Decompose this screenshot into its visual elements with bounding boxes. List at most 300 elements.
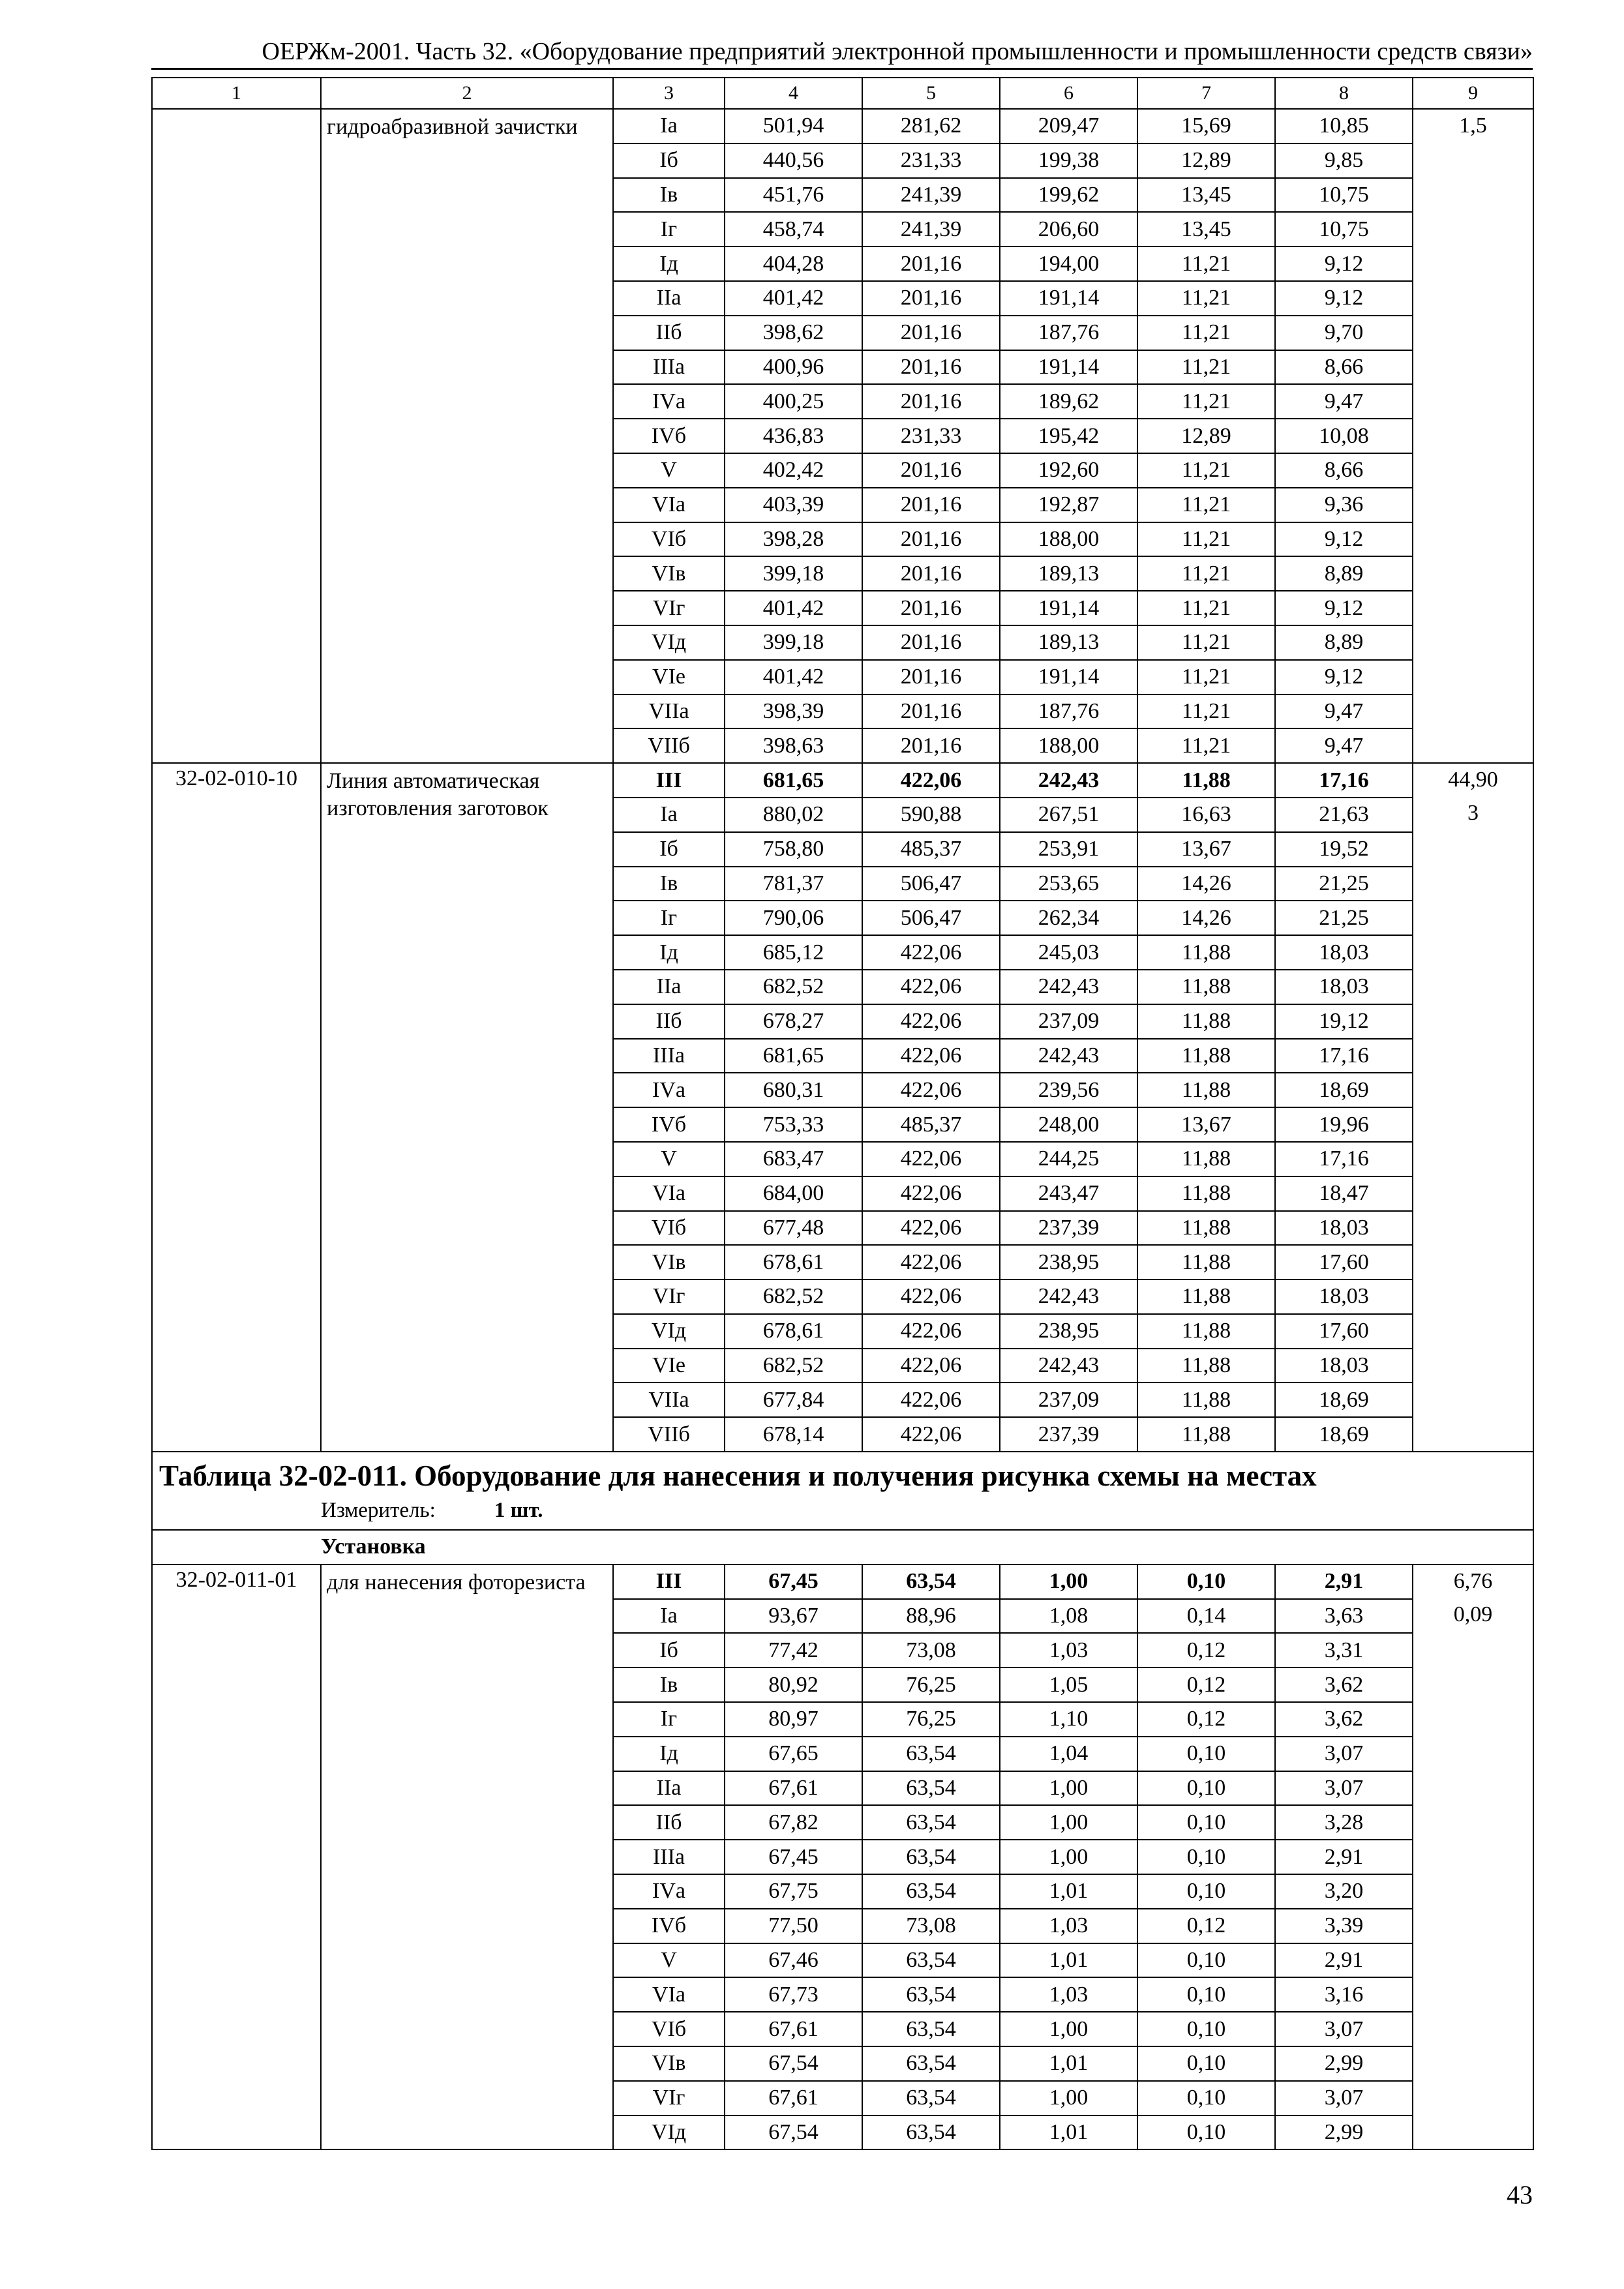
value-cell: 77,50 [725,1909,862,1943]
value-cell: 2,91 [1275,1564,1413,1599]
zone-cell: Iд [613,247,725,281]
value-cell: 192,87 [1000,488,1137,522]
value-cell: 753,33 [725,1107,862,1142]
value-cell: 422,06 [862,1417,1000,1452]
value-cell: 11,88 [1137,1245,1275,1279]
value-cell: 678,14 [725,1417,862,1452]
value-cell: 80,97 [725,1702,862,1737]
value-cell: 201,16 [862,556,1000,591]
value-cell: 3,07 [1275,1771,1413,1806]
column-number: 5 [862,78,1000,109]
value-cell: 1,08 [1000,1599,1137,1634]
value-cell: 10,85 [1275,109,1413,143]
value-cell: 9,70 [1275,316,1413,350]
value-cell: 682,52 [725,1279,862,1314]
value-cell: 422,06 [862,970,1000,1004]
value-cell: 188,00 [1000,522,1137,557]
value-cell: 11,88 [1137,1417,1275,1452]
value-cell: 17,16 [1275,1142,1413,1176]
value-cell: 63,54 [862,2116,1000,2150]
zone-cell: VIе [613,660,725,695]
value-cell: 80,92 [725,1668,862,1702]
value-cell: 1,03 [1000,1977,1137,2012]
value-cell: 11,21 [1137,522,1275,557]
value-cell: 440,56 [725,143,862,178]
value-cell: 262,34 [1000,901,1137,935]
value-cell: 67,45 [725,1564,862,1599]
value-cell: 63,54 [862,2012,1000,2046]
value-cell: 758,80 [725,832,862,867]
zone-cell: IIа [613,281,725,316]
column-9-value: 44,90 [1448,768,1498,792]
column-number: 1 [152,78,321,109]
value-cell: 237,09 [1000,1383,1137,1417]
value-cell: 506,47 [862,867,1000,901]
item-name: Линия автоматическая изготовления заготовок [321,763,613,1452]
value-cell: 11,21 [1137,488,1275,522]
value-cell: 11,88 [1137,935,1275,970]
value-cell: 67,65 [725,1737,862,1771]
value-cell: 189,13 [1000,625,1137,660]
value-cell: 201,16 [862,453,1000,488]
value-cell: 201,16 [862,316,1000,350]
value-cell: 3,31 [1275,1633,1413,1668]
column-9-value: 6,76 [1453,1568,1493,1593]
table-title-cell [152,1452,1533,1530]
value-cell: 19,96 [1275,1107,1413,1142]
value-cell: 399,18 [725,625,862,660]
value-cell: 11,88 [1137,1039,1275,1073]
value-cell: 238,95 [1000,1314,1137,1349]
value-cell: 63,54 [862,2081,1000,2116]
value-cell: 242,43 [1000,1279,1137,1314]
item-name: гидроабразивной зачистки [321,109,613,763]
value-cell: 0,10 [1137,1564,1275,1599]
value-cell: 73,08 [862,1633,1000,1668]
value-cell: 398,39 [725,695,862,729]
value-cell: 11,21 [1137,660,1275,695]
value-cell: 201,16 [862,625,1000,660]
item-code: 32-02-011-01 [152,1564,321,2150]
value-cell: 3,39 [1275,1909,1413,1943]
value-cell: 11,21 [1137,625,1275,660]
value-cell: 0,10 [1137,1943,1275,1978]
zone-cell: IVа [613,1073,725,1107]
value-cell: 201,16 [862,350,1000,385]
value-cell: 880,02 [725,798,862,832]
value-cell: 1,01 [1000,2116,1137,2150]
value-cell: 790,06 [725,901,862,935]
value-cell: 88,96 [862,1599,1000,1634]
value-cell: 63,54 [862,1805,1000,1840]
value-cell: 192,60 [1000,453,1137,488]
value-cell: 8,89 [1275,625,1413,660]
value-cell: 11,21 [1137,695,1275,729]
value-cell: 11,88 [1137,970,1275,1004]
value-cell: 3,16 [1275,1977,1413,2012]
value-cell: 681,65 [725,763,862,798]
value-cell: 3,28 [1275,1805,1413,1840]
value-cell: 3,07 [1275,1737,1413,1771]
zone-cell: VIIа [613,695,725,729]
value-cell: 11,88 [1137,1349,1275,1383]
value-cell: 685,12 [725,935,862,970]
item-code: 32-02-010-10 [152,763,321,1452]
value-cell: 422,06 [862,1176,1000,1211]
value-cell: 242,43 [1000,1349,1137,1383]
table-row [152,1564,1533,1599]
zone-cell: VIб [613,522,725,557]
zone-cell: Iб [613,143,725,178]
value-cell: 237,39 [1000,1211,1137,1246]
value-cell: 2,91 [1275,1943,1413,1978]
column-number-row [152,78,1533,109]
value-cell: 11,21 [1137,556,1275,591]
value-cell: 12,89 [1137,143,1275,178]
subheading-row [152,1530,1533,1564]
value-cell: 242,43 [1000,970,1137,1004]
value-cell: 422,06 [862,1004,1000,1039]
value-cell: 67,61 [725,2081,862,2116]
value-cell: 67,61 [725,2012,862,2046]
value-cell: 15,69 [1137,109,1275,143]
value-cell: 678,61 [725,1245,862,1279]
value-cell: 10,08 [1275,419,1413,453]
value-cell: 21,25 [1275,867,1413,901]
value-cell: 21,63 [1275,798,1413,832]
value-cell: 191,14 [1000,591,1137,625]
value-cell: 11,88 [1137,1279,1275,1314]
value-cell: 10,75 [1275,212,1413,247]
table-row [152,109,1533,143]
value-cell: 17,60 [1275,1314,1413,1349]
value-cell: 1,05 [1000,1668,1137,1702]
zone-cell: VIа [613,1176,725,1211]
value-cell: 677,84 [725,1383,862,1417]
value-cell: 404,28 [725,247,862,281]
value-cell: 11,21 [1137,247,1275,281]
value-cell: 187,76 [1000,695,1137,729]
value-cell: 201,16 [862,281,1000,316]
value-cell: 238,95 [1000,1245,1137,1279]
value-cell: 1,00 [1000,2081,1137,2116]
value-cell: 189,62 [1000,384,1137,419]
value-cell: 422,06 [862,1349,1000,1383]
value-cell: 1,00 [1000,2012,1137,2046]
value-cell: 242,43 [1000,763,1137,798]
value-cell: 9,12 [1275,522,1413,557]
value-cell: 93,67 [725,1599,862,1634]
price-table [151,77,1534,2150]
value-cell: 436,83 [725,419,862,453]
value-cell: 242,43 [1000,1039,1137,1073]
zone-cell: VIб [613,1211,725,1246]
value-cell: 11,88 [1137,1211,1275,1246]
zone-cell: Iб [613,832,725,867]
value-cell: 191,14 [1000,660,1137,695]
value-cell: 682,52 [725,970,862,1004]
value-cell: 281,62 [862,109,1000,143]
column-9-value: 3 [1467,800,1479,825]
value-cell: 422,06 [862,1039,1000,1073]
zone-cell: Iв [613,178,725,213]
value-cell: 590,88 [862,798,1000,832]
zone-cell: IIб [613,1004,725,1039]
value-cell: 781,37 [725,867,862,901]
column-number: 2 [321,78,613,109]
table-title-row [152,1452,1533,1530]
zone-cell: Iб [613,1633,725,1668]
column-number: 8 [1275,78,1413,109]
value-cell: 191,14 [1000,350,1137,385]
value-cell: 199,62 [1000,178,1137,213]
value-cell: 0,12 [1137,1668,1275,1702]
zone-cell: VIIа [613,1383,725,1417]
value-cell: 201,16 [862,728,1000,763]
value-cell: 0,10 [1137,1977,1275,2012]
value-cell: 201,16 [862,695,1000,729]
value-cell: 8,66 [1275,453,1413,488]
value-cell: 9,12 [1275,247,1413,281]
value-cell: 422,06 [862,1073,1000,1107]
value-cell: 3,07 [1275,2081,1413,2116]
value-cell: 187,76 [1000,316,1137,350]
value-cell: 8,89 [1275,556,1413,591]
value-cell: 76,25 [862,1702,1000,1737]
measure-value: 1 шт. [494,1499,543,1523]
zone-cell: IVа [613,1874,725,1909]
value-cell: 0,10 [1137,2046,1275,2081]
value-cell: 11,21 [1137,453,1275,488]
value-cell: 241,39 [862,212,1000,247]
value-cell: 63,54 [862,1564,1000,1599]
value-cell: 237,39 [1000,1417,1137,1452]
zone-cell: VIг [613,2081,725,2116]
value-cell: 10,75 [1275,178,1413,213]
value-cell: 9,12 [1275,660,1413,695]
value-cell: 681,65 [725,1039,862,1073]
value-cell: 11,88 [1137,1176,1275,1211]
zone-cell: VIв [613,2046,725,2081]
value-cell: 188,00 [1000,728,1137,763]
zone-cell: IVб [613,1909,725,1943]
page-number: 43 [1507,2180,1533,2209]
value-cell: 422,06 [862,763,1000,798]
value-cell: 1,01 [1000,1874,1137,1909]
value-cell: 231,33 [862,143,1000,178]
value-cell: 1,00 [1000,1564,1137,1599]
zone-cell: Iг [613,901,725,935]
value-cell: 684,00 [725,1176,862,1211]
value-cell: 678,27 [725,1004,862,1039]
value-cell: 194,00 [1000,247,1137,281]
value-cell: 63,54 [862,1874,1000,1909]
zone-cell: IVа [613,384,725,419]
column-number: 7 [1137,78,1275,109]
value-cell: 16,63 [1137,798,1275,832]
value-cell: 422,06 [862,1279,1000,1314]
value-cell: 1,00 [1000,1840,1137,1874]
value-cell: 3,07 [1275,2012,1413,2046]
value-cell: 8,66 [1275,350,1413,385]
value-cell: 14,26 [1137,901,1275,935]
value-cell: 67,54 [725,2046,862,2081]
zone-cell: Iа [613,109,725,143]
value-cell: 401,42 [725,660,862,695]
value-cell: 399,18 [725,556,862,591]
value-cell: 63,54 [862,1771,1000,1806]
value-cell: 11,21 [1137,316,1275,350]
column-9-value: 1,5 [1459,113,1487,138]
value-cell: 63,54 [862,1977,1000,2012]
value-cell: 422,06 [862,1383,1000,1417]
value-cell: 0,10 [1137,1737,1275,1771]
value-cell: 677,48 [725,1211,862,1246]
value-cell: 11,88 [1137,1004,1275,1039]
zone-cell: VIд [613,625,725,660]
value-cell: 0,12 [1137,1909,1275,1943]
value-cell: 12,89 [1137,419,1275,453]
value-cell: 18,03 [1275,1349,1413,1383]
value-cell: 506,47 [862,901,1000,935]
value-cell: 63,54 [862,2046,1000,2081]
value-cell: 9,12 [1275,281,1413,316]
zone-cell: IIIа [613,1039,725,1073]
zone-cell: Iг [613,1702,725,1737]
value-cell: 209,47 [1000,109,1137,143]
value-cell: 1,03 [1000,1909,1137,1943]
value-cell: 683,47 [725,1142,862,1176]
value-cell: 3,20 [1275,1874,1413,1909]
value-cell: 267,51 [1000,798,1137,832]
value-cell: 18,03 [1275,935,1413,970]
value-cell: 1,03 [1000,1633,1137,1668]
value-cell: 77,42 [725,1633,862,1668]
value-cell: 1,00 [1000,1805,1137,1840]
value-cell: 1,00 [1000,1771,1137,1806]
value-cell: 422,06 [862,1245,1000,1279]
value-cell: 19,12 [1275,1004,1413,1039]
value-cell: 245,03 [1000,935,1137,970]
value-cell: 2,99 [1275,2046,1413,2081]
zone-cell: VIг [613,591,725,625]
value-cell: 3,63 [1275,1599,1413,1634]
value-cell: 248,00 [1000,1107,1137,1142]
table-body [152,78,1533,2149]
value-cell: 678,61 [725,1314,862,1349]
value-cell: 18,69 [1275,1383,1413,1417]
value-cell: 0,10 [1137,1840,1275,1874]
value-cell: 485,37 [862,832,1000,867]
value-cell: 67,82 [725,1805,862,1840]
value-cell: 0,10 [1137,2116,1275,2150]
value-cell: 13,67 [1137,832,1275,867]
value-cell: 0,10 [1137,1874,1275,1909]
zone-cell: IVб [613,1107,725,1142]
value-cell: 1,04 [1000,1737,1137,1771]
value-cell: 11,88 [1137,1142,1275,1176]
value-cell: 244,25 [1000,1142,1137,1176]
value-cell: 195,42 [1000,419,1137,453]
column-number: 9 [1413,78,1533,109]
value-cell: 11,88 [1137,1383,1275,1417]
value-cell: 0,12 [1137,1633,1275,1668]
value-cell: 458,74 [725,212,862,247]
value-cell: 400,25 [725,384,862,419]
value-cell: 206,60 [1000,212,1137,247]
value-cell: 11,88 [1137,1073,1275,1107]
zone-cell: V [613,1943,725,1978]
item-code [152,109,321,763]
value-cell: 1,01 [1000,2046,1137,2081]
zone-cell: VIб [613,2012,725,2046]
zone-cell: Iв [613,1668,725,1702]
value-cell: 0,14 [1137,1599,1275,1634]
zone-cell: V [613,1142,725,1176]
zone-cell: Iд [613,935,725,970]
value-cell: 18,47 [1275,1176,1413,1211]
value-cell: 239,56 [1000,1073,1137,1107]
zone-cell: VIа [613,1977,725,2012]
zone-cell: VIг [613,1279,725,1314]
value-cell: 9,36 [1275,488,1413,522]
value-cell: 67,46 [725,1943,862,1978]
value-cell: 17,16 [1275,763,1413,798]
value-cell: 67,61 [725,1771,862,1806]
value-cell: 402,42 [725,453,862,488]
zone-cell: Iа [613,1599,725,1634]
value-cell: 0,10 [1137,2012,1275,2046]
value-cell: 501,94 [725,109,862,143]
value-cell: 485,37 [862,1107,1000,1142]
value-cell: 201,16 [862,247,1000,281]
value-cell: 2,99 [1275,2116,1413,2150]
value-cell: 398,28 [725,522,862,557]
value-cell: 201,16 [862,384,1000,419]
zone-cell: V [613,453,725,488]
value-cell: 13,45 [1137,178,1275,213]
value-cell: 17,16 [1275,1039,1413,1073]
value-cell: 451,76 [725,178,862,213]
zone-cell: Iв [613,867,725,901]
value-cell: 400,96 [725,350,862,385]
value-cell: 18,03 [1275,1279,1413,1314]
value-cell: 0,10 [1137,1805,1275,1840]
column-number: 3 [613,78,725,109]
value-cell: 67,54 [725,2116,862,2150]
zone-cell: VIд [613,1314,725,1349]
zone-cell: Iа [613,798,725,832]
measure-label: Измеритель: [321,1499,436,1523]
zone-cell: IIIа [613,350,725,385]
value-cell: 189,13 [1000,556,1137,591]
zone-cell: Iд [613,1737,725,1771]
zone-cell: VIа [613,488,725,522]
value-cell: 63,54 [862,1840,1000,1874]
value-cell: 401,42 [725,281,862,316]
zone-cell: VIIб [613,1417,725,1452]
value-cell: 63,54 [862,1737,1000,1771]
zone-cell: Iг [613,212,725,247]
column-number: 4 [725,78,862,109]
value-cell: 17,60 [1275,1245,1413,1279]
value-cell: 11,21 [1137,350,1275,385]
item-name: для нанесения фоторезиста [321,1564,613,2150]
zone-cell: IIа [613,1771,725,1806]
table-title: Таблица 32-02-011. Оборудование для нанесения и получения рисунка схемы на местах [159,1459,1317,1493]
value-cell: 11,21 [1137,728,1275,763]
value-cell: 422,06 [862,935,1000,970]
